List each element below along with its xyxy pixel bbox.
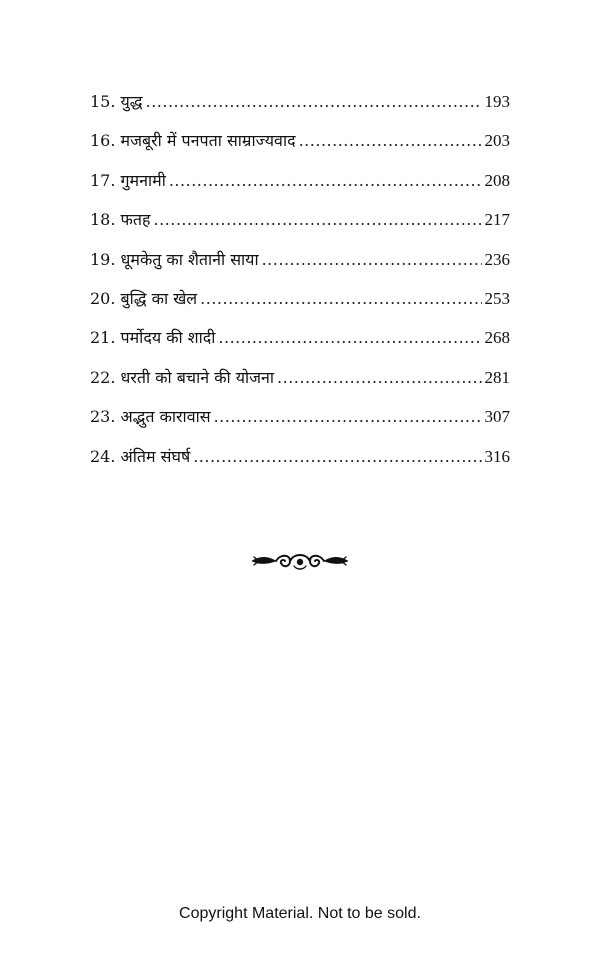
toc-leader-dots bbox=[153, 206, 481, 234]
toc-leader-dots bbox=[214, 403, 482, 431]
toc-entry bbox=[90, 127, 510, 166]
toc-entry bbox=[90, 167, 510, 206]
table-of-contents bbox=[90, 88, 510, 482]
toc-entry-page: 316 bbox=[484, 446, 510, 466]
toc-entry-page: 307 bbox=[484, 407, 510, 427]
toc-entry bbox=[90, 285, 510, 324]
toc-leader-dots bbox=[299, 127, 482, 155]
toc-leader-dots bbox=[218, 324, 481, 352]
toc-leader-dots bbox=[200, 285, 481, 313]
toc-leader-dots bbox=[193, 443, 481, 471]
toc-entry bbox=[90, 246, 510, 285]
toc-entry-page: 208 bbox=[484, 170, 510, 190]
toc-entry-page: 217 bbox=[484, 210, 510, 230]
toc-entry-title: 19. धूमकेतु का शैतानी साया bbox=[90, 249, 259, 269]
toc-entry bbox=[90, 443, 510, 482]
copyright-notice: Copyright Material. Not to be sold. bbox=[179, 905, 421, 922]
toc-leader-dots bbox=[277, 364, 481, 392]
toc-entry bbox=[90, 403, 510, 442]
toc-entry-page: 253 bbox=[484, 288, 510, 308]
toc-entry-page: 268 bbox=[484, 328, 510, 348]
toc-entry-title: 23. अद्भुत कारावास bbox=[90, 407, 211, 427]
toc-entry-title: 20. बुद्धि का खेल bbox=[90, 288, 198, 308]
toc-leader-dots bbox=[262, 246, 482, 274]
toc-entry-title: 15. युद्ध bbox=[90, 92, 143, 111]
toc-entry bbox=[90, 88, 510, 127]
toc-entry-title: 18. फतह bbox=[90, 210, 151, 230]
toc-leader-dots bbox=[169, 167, 482, 195]
toc-entry-page: 281 bbox=[484, 367, 510, 387]
toc-entry-page: 193 bbox=[484, 92, 510, 111]
toc-entry-title: 16. मजबूरी में पनपता साम्राज्यवाद bbox=[90, 131, 296, 151]
toc-entry bbox=[90, 364, 510, 403]
flourish-ornament-icon bbox=[250, 548, 350, 574]
toc-entry-page: 236 bbox=[484, 249, 510, 269]
toc-entry bbox=[90, 206, 510, 245]
toc-entry-title: 22. धरती को बचाने की योजना bbox=[90, 367, 275, 387]
toc-entry-page: 203 bbox=[484, 131, 510, 151]
toc-entry-title: 21. पर्मोदय की शादी bbox=[90, 328, 216, 348]
toc-leader-dots bbox=[146, 88, 482, 116]
toc-entry-title: 17. गुमनामी bbox=[90, 170, 166, 190]
toc-entry bbox=[90, 324, 510, 363]
toc-entry-title: 24. अंतिम संघर्ष bbox=[90, 446, 191, 466]
